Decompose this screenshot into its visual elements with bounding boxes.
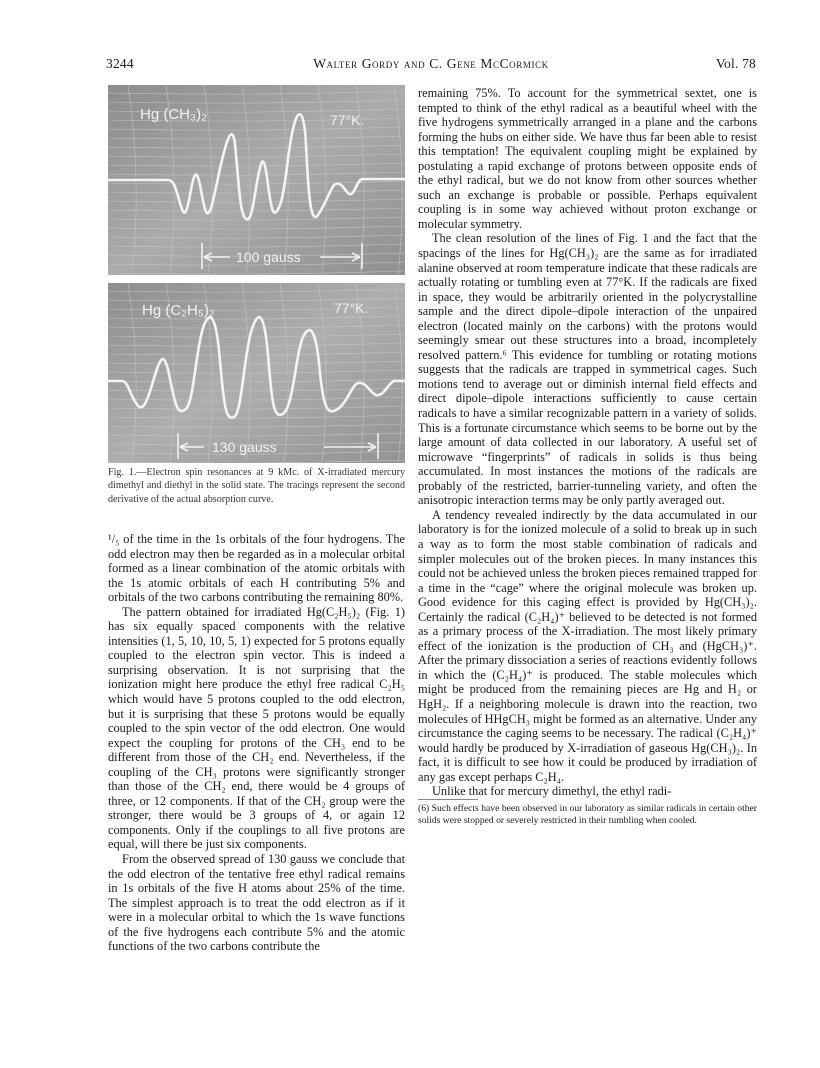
- paragraph: A tendency revealed indirectly by the data accumulated in our laboratory is for the ionized molecule of a solid to break up in such a way as to form the most stable combination of radicals and simpler molecules out of the broken pieces. In many instances this could not be achieved unless the broken pieces remained trapped for a time in the “cage” where the original molecule was broken up. Good evidence for this caging effect is provided by Hg(CH₃)₂. Certainly the radical (C₂H₄)⁺ believed to be detected is not formed as a primary process of the X-irradiation. The most likely primary effect of the ionization is the production of CH₃ and (HgCH₃)⁺. After the primary dissociation a series of reactions evidently follows in which the (C₂H₄)⁺ is produced. The stable molecules which might be produced from the remaining pieces are Hg and H₂ or HgH₂. If a neighboring molecule is drawn into the reaction, two molecules of HHgCH₃ might be formed as an alternative. Under any circumstance the caging seems to be necessary. The radical (C₂H₄)⁺ would hardly be produced by X-irradiation of gaseous Hg(CH₃)₂. In fact, it is difficult to see how it could be produced by irradiation of any gas except perhaps C₂H₄.: [418, 507, 757, 784]
- figure-1b-trace: [108, 283, 405, 463]
- paragraph: remaining 75%. To account for the symmetrical sextet, one is tempted to think of the ethyl radical as a beautiful wheel with the five hydrogens symmetrically arranged in a plane and the carbons forming the hubs on either side. We have thus far been able to resist this temptation! The equivalent coupling might be explained by postulating a rapid exchange of protons between opposite ends of the ethyl radical, but we do not know from other sources whether such an exchange is probable or possible. Perhaps equivalent coupling is in some way achieved without proton exchange or molecular symmetry.: [418, 86, 757, 231]
- left-column: [108, 532, 405, 954]
- figure-1b-label: Hg (C₂H₅)₂: [142, 302, 215, 319]
- footnote: (6) Such effects have been observed in our laboratory as similar radicals in certain other solids were stopped or severely restricted in their tumbling when cooled.: [418, 802, 757, 826]
- figure-1b-scale-label: 130 gauss: [212, 439, 277, 455]
- figure-caption: Fig. 1.—Electron spin resonances at 9 kMc. of X-irradiated mercury dimethyl and diethyl in the solid state. The tracings represent the second derivative of the actual absorption curve.: [108, 467, 405, 505]
- paragraph: The pattern obtained for irradiated Hg(C₂H₅)₂ (Fig. 1) has six equally spaced components with the relative intensities (1, 5, 10, 10, 5, 1) expected for 5 protons equally coupled to the electron spin vector. This is indeed a surprising observation. It is not surprising that the ionization might here produce the ethyl free radical C₂H₅ which would have 5 protons coupled to the odd electron, but it is surprising that these 5 protons would be equally coupled to the spin vector of the odd electron. One would expect the coupling for protons of the CH₃ end to be different from those of the CH₂ end. Nevertheless, if the coupling of the CH₃ protons were significantly stronger than those of the CH₂ end, there would be 4 groups of three, or 12 components. If that of the CH₂ group were the stronger, there would be 3 groups of 4, or again 12 components. Only if the couplings to all five protons are equal, will there be just six components.: [108, 604, 405, 852]
- paragraph: ¹/₅ of the time in the 1s orbitals of the four hydrogens. The odd electron may then be regarded as in a molecular orbital formed as a linear combination of the atomic orbitals with the 1s atomic orbitals of each H contributing 5% and orbitals of the two carbons contributing the remaining 80%.: [108, 532, 405, 605]
- running-head: [106, 56, 756, 76]
- volume-number: Vol. 78: [715, 56, 756, 71]
- figure-1a-label: Hg (CH₃)₂: [140, 106, 207, 123]
- figure-1a-scale-label: 100 gauss: [236, 249, 301, 265]
- right-column: [418, 86, 757, 826]
- footnote-rule: [418, 799, 478, 800]
- figure-1a-svg: [108, 85, 405, 275]
- figure-1a-temperature: 77°K.: [330, 112, 365, 128]
- paragraph: From the observed spread of 130 gauss we conclude that the odd electron of the tentative free ethyl radical remains in 1s orbitals of the five H atoms about 25% of the time. The simplest approach is to treat the odd electron as if it were in a molecular orbital to which the 1s wave functions of the five hydrogens each contribute 5% and the atomic functions of the two carbons contribute the: [108, 852, 405, 954]
- figure-1b-temperature: 77°K.: [334, 300, 369, 316]
- paragraph: The clean resolution of the lines of Fig. 1 and the fact that the spacings of the lines for Hg(CH₃)₂ are the same as for irradiated alanine observed at room temperature indicate that these radicals are actually rotating or tumbling even at 77°K. If the radicals are fixed in space, they would be arbitrarily oriented in the polycrystalline sample and the direct dipole–dipole interaction of the unpaired electron (located mainly on the carbons) with the protons would seemingly smear out these structures into a broad, incompletely resolved pattern.⁶ This evidence for tumbling or rotating motions suggests that the radicals are trapped in symmetrical cages. Such motions tend to average out or diminish internal field effects and direct dipole–dipole interactions sufficiently to cause certain radicals to have a similar recognizable pattern in a variety of solids. This is a fortunate circumstance which seems to be borne out by the large amount of data collected in our laboratory. A useful set of microwave “fingerprints” of radicals in solids is thus being accumulated. In most instances the motions of the radicals are probably of the restricted, barrier-tunneling variety, and often the anisotropic interaction terms may be only partly averaged out.: [418, 231, 757, 508]
- paragraph: Unlike that for mercury dimethyl, the ethyl radi-: [432, 784, 672, 799]
- figure-1a-trace: [108, 85, 405, 275]
- page-number: 3244: [106, 56, 134, 71]
- figure-1b-svg: [108, 283, 405, 463]
- running-head-authors: Walter Gordy and C. Gene McCormick: [313, 56, 549, 71]
